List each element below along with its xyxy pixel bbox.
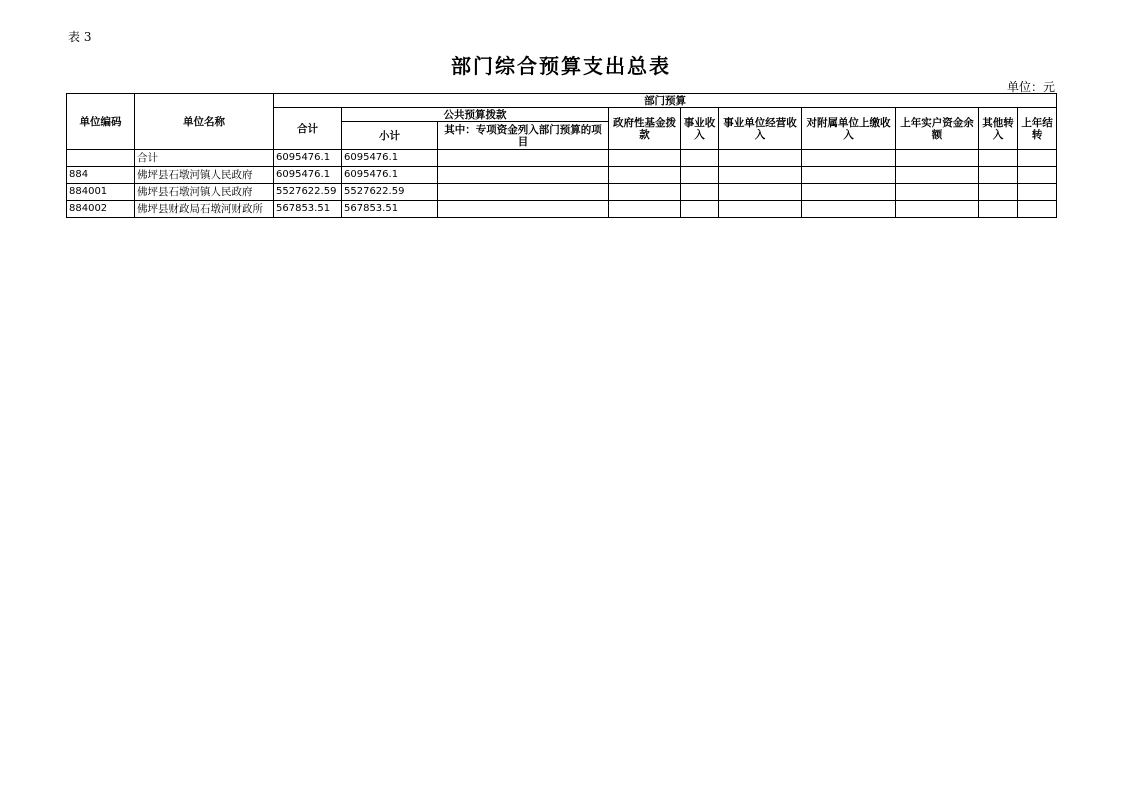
- cell-empty: [896, 167, 979, 184]
- table-row: [67, 167, 1057, 184]
- cell-empty: [438, 201, 609, 218]
- header-public-budget: 公共预算拨款: [342, 108, 609, 122]
- cell-empty: [896, 201, 979, 218]
- page-title: 部门综合预算支出总表: [451, 54, 671, 78]
- header-dept-budget: 部门预算: [274, 94, 1057, 108]
- cell-empty: [1018, 201, 1057, 218]
- cell-empty: [802, 201, 896, 218]
- cell-empty: [1018, 184, 1057, 201]
- cell-empty: [1018, 150, 1057, 167]
- cell-empty: [896, 184, 979, 201]
- header-gov-fund: 政府性基金拨款: [609, 108, 681, 150]
- cell-total: 567853.51: [274, 201, 342, 218]
- cell-empty: [681, 184, 719, 201]
- cell-empty: [609, 167, 681, 184]
- unit-label: 单位：元: [1006, 80, 1055, 94]
- cell-empty: [681, 167, 719, 184]
- header-career-income: 事业收入: [681, 108, 719, 150]
- cell-code: [67, 150, 135, 167]
- cell-subtotal: 5527622.59: [342, 184, 438, 201]
- header-other-transfer: 其他转入: [979, 108, 1018, 150]
- cell-empty: [1018, 167, 1057, 184]
- cell-empty: [979, 167, 1018, 184]
- cell-empty: [719, 167, 802, 184]
- header-special-funds: 其中：专项资金列入部门预算的项目: [438, 122, 609, 150]
- header-subtotal: 小计: [342, 122, 438, 150]
- header-unit-code: 单位编码: [67, 94, 135, 150]
- cell-empty: [802, 150, 896, 167]
- cell-subtotal: 6095476.1: [342, 167, 438, 184]
- cell-subtotal: 6095476.1: [342, 150, 438, 167]
- cell-empty: [979, 150, 1018, 167]
- cell-empty: [802, 167, 896, 184]
- cell-empty: [979, 201, 1018, 218]
- cell-name: 合计: [135, 150, 274, 167]
- header-career-business-income: 事业单位经营收入: [719, 108, 802, 150]
- header-subordinate-income: 对附属单位上缴收入: [802, 108, 896, 150]
- table-row: [67, 150, 1057, 167]
- cell-empty: [438, 184, 609, 201]
- cell-name: 佛坪县石墩河镇人民政府: [135, 167, 274, 184]
- table-number: 表 3: [68, 30, 92, 44]
- header-last-year-carryover: 上年结转: [1018, 108, 1057, 150]
- cell-empty: [609, 201, 681, 218]
- cell-empty: [719, 201, 802, 218]
- cell-total: 6095476.1: [274, 150, 342, 167]
- table-row: [67, 201, 1057, 218]
- budget-table: [66, 93, 1057, 218]
- cell-empty: [896, 150, 979, 167]
- cell-empty: [719, 184, 802, 201]
- cell-empty: [609, 184, 681, 201]
- cell-empty: [979, 184, 1018, 201]
- cell-empty: [438, 167, 609, 184]
- cell-empty: [438, 150, 609, 167]
- cell-total: 5527622.59: [274, 184, 342, 201]
- table-row: [67, 184, 1057, 201]
- header-total: 合计: [274, 108, 342, 150]
- cell-code: 884: [67, 167, 135, 184]
- cell-total: 6095476.1: [274, 167, 342, 184]
- cell-empty: [609, 150, 681, 167]
- header-last-year-balance: 上年实户资金余额: [896, 108, 979, 150]
- cell-empty: [681, 150, 719, 167]
- cell-code: 884001: [67, 184, 135, 201]
- cell-empty: [802, 184, 896, 201]
- cell-code: 884002: [67, 201, 135, 218]
- cell-empty: [719, 150, 802, 167]
- header-unit-name: 单位名称: [135, 94, 274, 150]
- cell-name: 佛坪县财政局石墩河财政所: [135, 201, 274, 218]
- cell-empty: [681, 201, 719, 218]
- cell-subtotal: 567853.51: [342, 201, 438, 218]
- cell-name: 佛坪县石墩河镇人民政府: [135, 184, 274, 201]
